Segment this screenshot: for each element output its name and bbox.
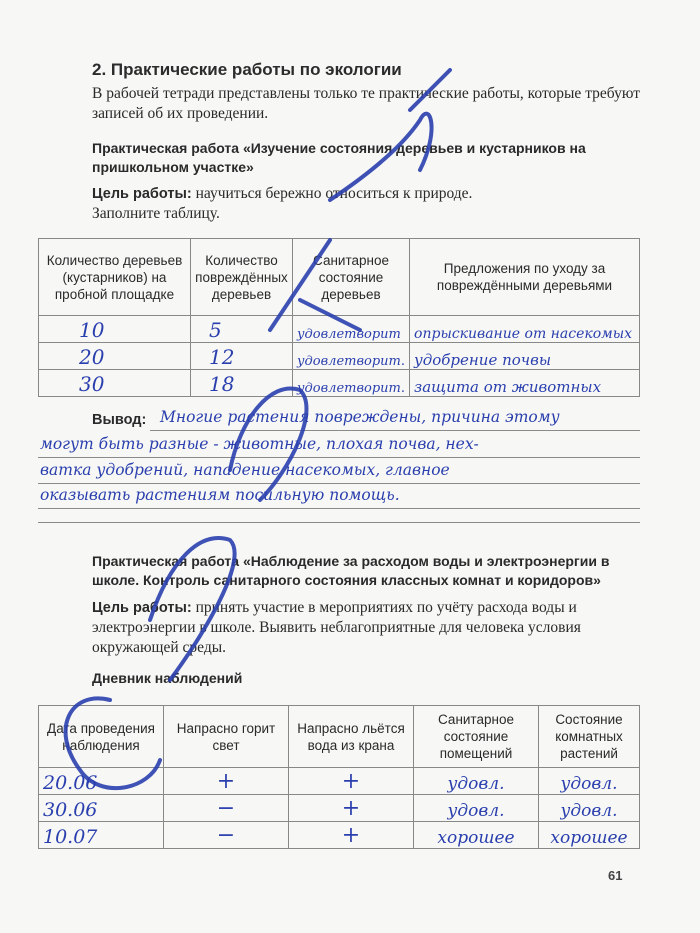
table-cell: + [164,768,289,795]
work1-title: Практическая работа «Изучение состояния деревьев и кустарников на пришкольном участке» [92,140,586,175]
work2-goal-text: принять участие в мероприятиях по учёту расхода воды и электроэнергии в школе. Выявить неблагоприятные для человека условия окружающей среды. [92,599,581,656]
table-cell: 20.06 [39,768,164,795]
work1-col-header: Предложения по уходу за повреждёнными деревьями [410,239,640,316]
table-cell: опрыскивание от насекомых [410,316,640,343]
diary-label: Дневник наблюдений [92,670,243,686]
table-cell: удовлетворит. [293,343,410,370]
table-row [39,768,640,795]
table-cell: удобрение почвы [410,343,640,370]
table-cell: 18 [191,370,293,397]
work2-col-header: Состояние комнатных растений [539,706,640,768]
table-row [39,343,640,370]
table-cell: − [164,822,289,849]
work1-col-header: Санитарное состояние деревьев [293,239,410,316]
table-cell: 12 [191,343,293,370]
work2-col-header: Санитарное состояние помещений [414,706,539,768]
table-cell: хорошее [414,822,539,849]
work2-table [38,705,640,849]
table-cell: удовл. [539,768,640,795]
conclusion-line: ватка удобрений, нападение насекомых, главное [40,461,450,479]
conclusion-label: Вывод: [92,412,147,428]
work2-col-header: Дата проведения наблюдения [39,706,164,768]
table-row [39,316,640,343]
table-cell: удовлетворит. [293,370,410,397]
section-heading: 2. Практические работы по экологии [92,60,402,79]
work2-title: Практическая работа «Наблюдение за расходом воды и электроэнергии в школе. Контроль санитарного состояния классных комнат и коридоров» [92,553,610,588]
work2-col-header: Напрасно горит свет [164,706,289,768]
table-row [39,795,640,822]
table-cell: защита от животных [410,370,640,397]
table-cell: + [289,768,414,795]
table-cell: + [289,795,414,822]
table-row [39,370,640,397]
work1-instruction: Заполните таблицу. [92,205,220,222]
section-intro: В рабочей тетради представлены только те практические работы, которые требуют записей об их проведении. [92,85,640,122]
table-cell: удовл. [539,795,640,822]
table-cell: 30 [39,370,191,397]
table-cell: удовлетворит [293,316,410,343]
work1-table [38,238,640,397]
table-cell: удовл. [414,795,539,822]
page-number: 61 [608,868,623,883]
line-rule [150,430,640,431]
table-cell: 10 [39,316,191,343]
work1-col-header: Количество деревьев (кустарников) на пробной площадке [39,239,191,316]
work1-goal-label: Цель работы: [92,186,192,202]
conclusion-line: могут быть разные - животные, плохая почва, нех- [40,435,479,453]
table-cell: хорошее [539,822,640,849]
conclusion-line: Многие растения повреждены, причина этому [160,408,560,426]
table-row [39,822,640,849]
table-cell: − [164,795,289,822]
work2-goal-label: Цель работы: [92,600,192,616]
work2-col-header: Напрасно льётся вода из крана [289,706,414,768]
table-cell: 5 [191,316,293,343]
table-cell: удовл. [414,768,539,795]
work1-col-header: Количество повреждённых деревьев [191,239,293,316]
line-rule [38,508,640,509]
conclusion-line: оказывать растениям посильную помощь. [40,486,400,504]
table-cell: 10.07 [39,822,164,849]
work2-goal [92,598,640,658]
work1-goal [92,184,640,204]
work1-goal-text: научиться бережно относиться к природе. [195,185,473,202]
line-rule [38,522,640,523]
table-cell: 30.06 [39,795,164,822]
table-cell: + [289,822,414,849]
table-cell: 20 [39,343,191,370]
line-rule [38,483,640,484]
line-rule [38,457,640,458]
